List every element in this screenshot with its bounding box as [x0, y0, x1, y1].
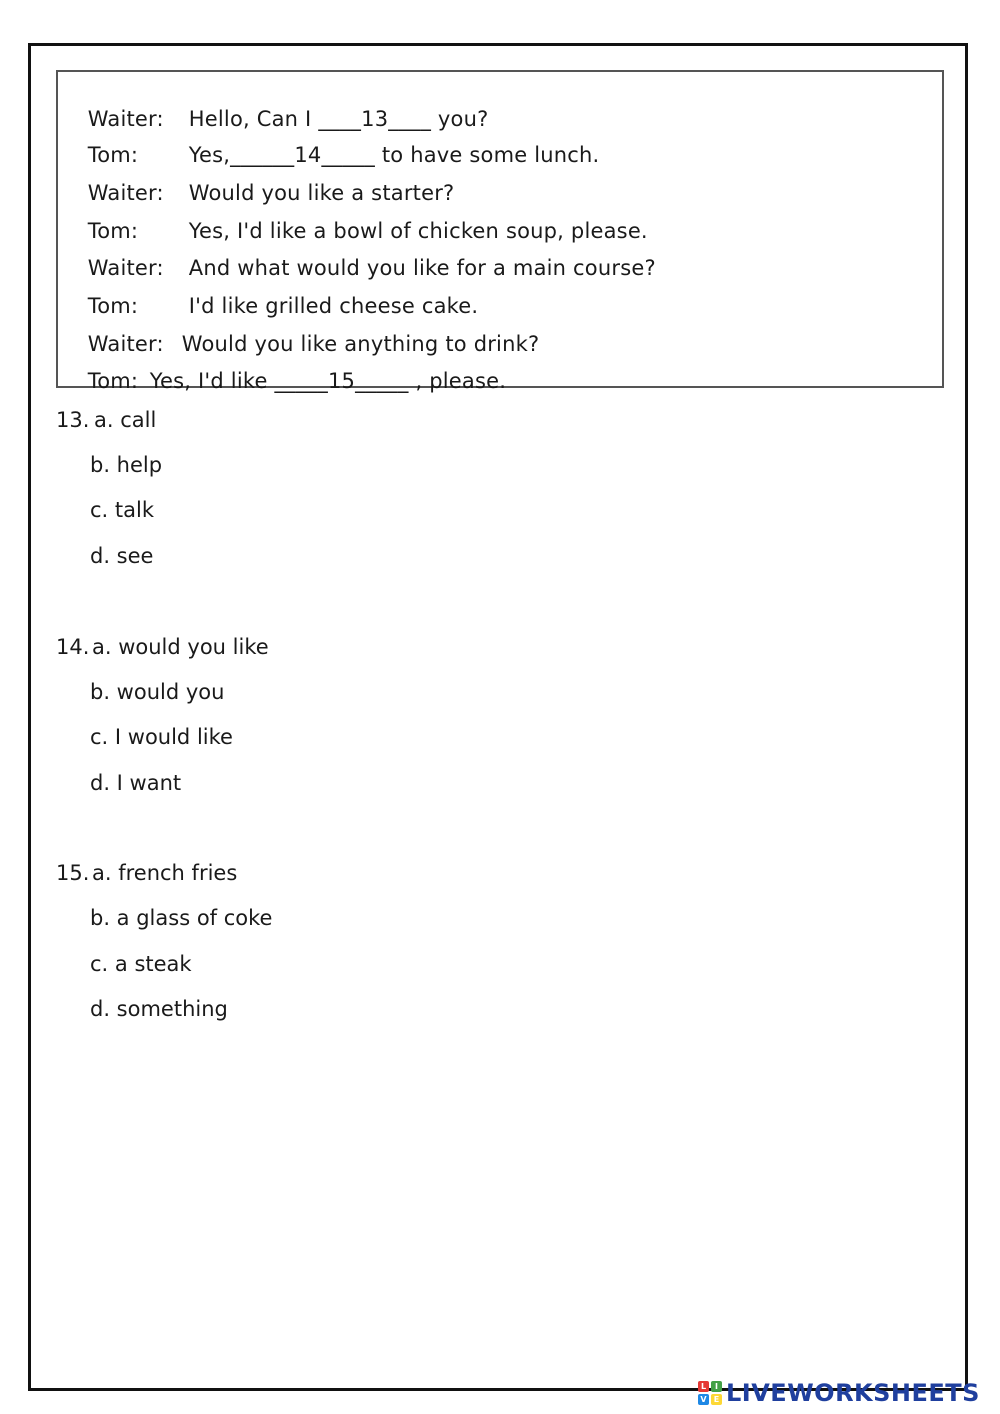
- speaker-label: Tom:: [87, 294, 139, 318]
- speaker-label: Waiter:: [87, 256, 164, 280]
- dialogue-text: Would you like a starter?: [188, 181, 455, 205]
- question-number: 14.: [56, 635, 90, 659]
- dialogue-text: Yes,______14_____ to have some lunch.: [188, 143, 600, 167]
- answer-option[interactable]: b. help: [90, 453, 163, 477]
- answer-option[interactable]: d. something: [90, 997, 228, 1021]
- answer-option[interactable]: a. would you like: [92, 635, 269, 659]
- answer-option[interactable]: c. talk: [90, 498, 154, 522]
- logo-icon: [698, 1381, 722, 1405]
- dialogue-text: Would you like anything to drink?: [181, 332, 540, 356]
- dialogue-text: Hello, Can I ____13____ you?: [188, 107, 489, 131]
- speaker-label: Waiter:: [87, 181, 164, 205]
- dialogue-text: Yes, I'd like _____15_____ , please.: [149, 369, 507, 393]
- dialogue-text: Yes, I'd like a bowl of chicken soup, please.: [188, 219, 648, 243]
- logo-square: L: [698, 1381, 709, 1392]
- answer-option[interactable]: a. call: [94, 408, 157, 432]
- speaker-label: Waiter:: [87, 332, 164, 356]
- answer-option[interactable]: a. french fries: [92, 861, 238, 885]
- dialogue-text: And what would you like for a main course?: [188, 256, 656, 280]
- answer-option[interactable]: c. a steak: [90, 952, 192, 976]
- dialogue-line: [74, 345, 506, 393]
- speaker-label: Waiter:: [87, 107, 164, 131]
- speaker-label: Tom:: [87, 219, 139, 243]
- liveworksheets-logo: [698, 1378, 980, 1408]
- answer-option[interactable]: d. I want: [90, 771, 182, 795]
- logo-text: LIVEWORKSHEETS: [726, 1379, 980, 1407]
- answer-option[interactable]: b. a glass of coke: [90, 906, 273, 930]
- question-number: 13.: [56, 408, 90, 432]
- question-number: 15.: [56, 861, 90, 885]
- answer-option[interactable]: c. I would like: [90, 725, 233, 749]
- answer-option[interactable]: b. would you: [90, 680, 225, 704]
- speaker-label: Tom:: [87, 369, 139, 393]
- logo-square: V: [698, 1394, 709, 1405]
- logo-square: I: [711, 1381, 722, 1392]
- speaker-label: Tom:: [87, 143, 139, 167]
- answer-option[interactable]: d. see: [90, 544, 154, 568]
- logo-square: E: [711, 1394, 722, 1405]
- dialogue-text: I'd like grilled cheese cake.: [188, 294, 479, 318]
